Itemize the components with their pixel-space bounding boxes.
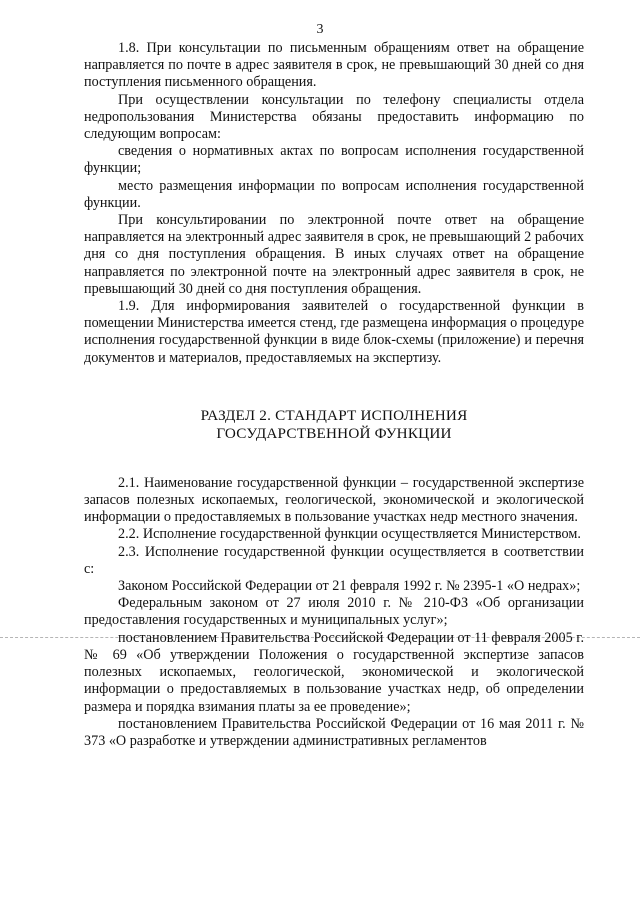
list-item-law-on-subsoil: Законом Российской Федерации от 21 февраля 1992 г. № 2395-1 «О недрах»; — [118, 578, 581, 595]
paragraph-2-3: 2.3. Исполнение государственной функции осуществляется в соответствии с: — [84, 543, 584, 577]
list-item-normative-acts: сведения о нормативных актах по вопросам исполнения государственной функции; — [84, 143, 584, 177]
paragraph-2-1: 2.1. Наименование государственной функции – государственной экспертизе запасов полезных ископаемых, геологической, экономической и экологической информации о предоставляемых в пользование участках недр местного значения. — [84, 474, 584, 526]
paragraph-phone-consultation: При осуществлении консультации по телефону специалисты отдела недропользования Министерства обязаны предоставить информацию по следующим вопросам: — [84, 91, 584, 143]
paragraph-1-8: 1.8. При консультации по письменным обращениям ответ на обращение направляется по почте в адрес заявителя в срок, не превышающий 30 дней со дня поступления письменного обращения. — [84, 40, 584, 91]
paragraph-2-2: 2.2. Исполнение государственной функции осуществляется Министерством. — [118, 526, 581, 543]
section-heading-line-2: ГОСУДАРСТВЕННОЙ ФУНКЦИИ — [216, 424, 452, 442]
paragraph-email-consultation: При консультировании по электронной почте ответ на обращение направляется на электронный адрес заявителя в срок, не превышающий 2 рабочих дня со дня поступления обращения. В иных случаях ответ на обращение направляется по электронной почте на электронный адрес заявителя в срок, не превышающий 30 дней со дня поступления обращения. — [84, 212, 584, 297]
page-number: 3 — [316, 22, 324, 37]
document-body — [84, 40, 584, 750]
list-item-decree-373: постановлением Правительства Российской Федерации от 16 мая 2011 г. № 373 «О разработке и утверждении административных регламентов — [84, 715, 584, 749]
list-item-federal-law-210: Федеральным законом от 27 июля 2010 г. № 210-ФЗ «Об организации предоставления государственных и муниципальных услуг»; — [84, 595, 584, 629]
section-heading-line-1: РАЗДЕЛ 2. СТАНДАРТ ИСПОЛНЕНИЯ — [200, 406, 468, 424]
list-item-decree-69: постановлением Правительства Российской Федерации от 11 февраля 2005 г. № 69 «Об утверждении Положения о государственной экспертизе запасов полезных ископаемых, геологической, экономической и экологической информации о предоставляемых в пользование участках недр, об определении размера и порядка взимания платы за ее проведение»; — [84, 629, 584, 715]
section-2-heading — [84, 407, 584, 443]
list-item-info-location: место размещения информации по вопросам исполнения государственной функции. — [84, 177, 584, 211]
paragraph-1-9: 1.9. Для информирования заявителей о государственной функции в помещении Министерства имеется стенд, где размещена информация о процедуре исполнения государственной функции в виде блок-схемы (приложение) и перечня документов и материалов, предоставляемых на экспертизу. — [84, 298, 584, 366]
